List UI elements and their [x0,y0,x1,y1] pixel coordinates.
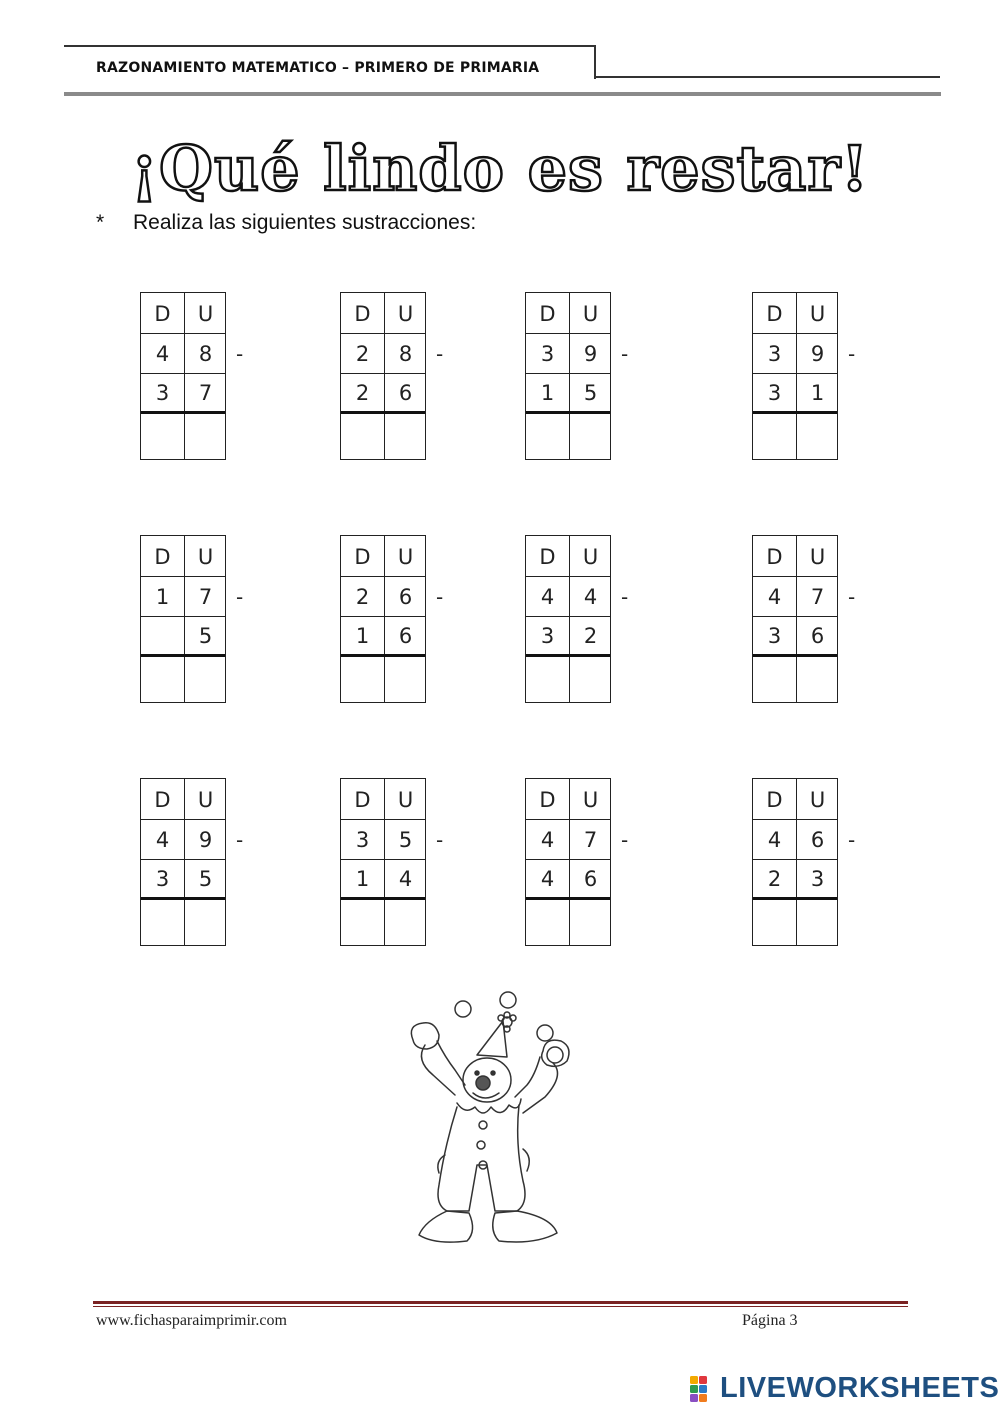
minus-sign: - [848,342,856,366]
minuend-units: 6 [810,828,825,852]
minuend-tens: 4 [540,585,555,609]
minuend-units: 6 [398,585,413,609]
header-units: U [397,788,414,812]
header-units: U [809,302,826,326]
minus-sign: - [848,828,856,852]
place-value-table [525,292,611,460]
subtrahend-tens: 2 [355,381,370,405]
minuend-tens: 4 [767,828,782,852]
subtrahend-tens [141,616,184,656]
minuend-units: 7 [583,828,598,852]
minuend-units: 8 [398,342,413,366]
minus-sign: - [436,828,444,852]
place-value-table [340,292,426,460]
header-tens: D [154,545,171,569]
minus-sign: - [436,585,444,609]
minuend-tens: 2 [355,585,370,609]
answer-units-cell[interactable] [385,900,426,944]
header-tens: D [766,302,783,326]
header-tens: D [154,788,171,812]
minuend-tens: 4 [155,342,170,366]
answer-tens-cell[interactable] [754,657,795,701]
minus-sign: - [436,342,444,366]
header-tens: D [539,545,556,569]
subtrahend-tens: 2 [767,867,782,891]
answer-units-cell[interactable] [385,414,426,458]
header-units: U [809,545,826,569]
subtrahend-units: 1 [810,381,825,405]
subtrahend-units: 6 [398,624,413,648]
subtrahend-units: 7 [198,381,213,405]
header-tens: D [766,788,783,812]
answer-tens-cell[interactable] [527,900,568,944]
header-tens: D [354,302,371,326]
answer-units-cell[interactable] [797,657,838,701]
place-value-table [340,535,426,703]
minus-sign: - [236,585,244,609]
header-units: U [582,545,599,569]
place-value-table [752,535,838,703]
minus-sign: - [621,342,629,366]
answer-units-cell[interactable] [797,900,838,944]
instruction [96,211,476,235]
header-units: U [197,788,214,812]
page-title: ¡Qué lindo es restar! [130,132,870,205]
answer-units-cell[interactable] [185,900,226,944]
juggling-ball-icon [537,1025,553,1041]
clown-illustration [395,985,585,1250]
subtrahend-tens: 1 [355,867,370,891]
subtrahend-units: 6 [583,867,598,891]
subtrahend-units: 5 [583,381,598,405]
answer-tens-cell[interactable] [754,900,795,944]
liveworksheets-logo[interactable] [690,1372,999,1405]
subtrahend-tens: 3 [155,381,170,405]
subtrahend-tens: 3 [767,381,782,405]
minuend-tens: 3 [355,828,370,852]
minuend-units: 4 [583,585,598,609]
header-tens: D [766,545,783,569]
instruction-bullet: * [96,211,105,234]
footer-url[interactable]: www.fichasparaimprimir.com [96,1312,287,1329]
place-value-table [140,535,226,703]
answer-units-cell[interactable] [385,657,426,701]
minuend-tens: 4 [155,828,170,852]
place-value-table [525,535,611,703]
liveworksheets-icon [690,1376,716,1402]
place-value-table [525,778,611,946]
header-tens: D [539,302,556,326]
subtrahend-tens: 4 [540,867,555,891]
header-units: U [197,302,214,326]
place-value-table [340,778,426,946]
header-tens: D [539,788,556,812]
minus-sign: - [236,342,244,366]
header-rule [64,92,941,96]
subtrahend-units: 2 [583,624,598,648]
minuend-units: 7 [810,585,825,609]
subtrahend-units: 5 [198,624,213,648]
minuend-tens: 3 [540,342,555,366]
place-value-table [752,292,838,460]
footer-rule-thin [93,1306,908,1307]
minuend-units: 8 [198,342,213,366]
minus-sign: - [621,828,629,852]
answer-tens-cell[interactable] [142,900,183,944]
minuend-tens: 4 [540,828,555,852]
answer-tens-cell[interactable] [342,900,383,944]
minuend-units: 9 [583,342,598,366]
answer-tens-cell[interactable] [342,414,383,458]
answer-tens-cell[interactable] [142,414,183,458]
answer-units-cell[interactable] [570,657,611,701]
subtrahend-tens: 3 [155,867,170,891]
header-units: U [397,302,414,326]
minuend-tens: 1 [155,585,170,609]
minuend-units: 9 [198,828,213,852]
answer-units-cell[interactable] [797,414,838,458]
minuend-tens: 2 [355,342,370,366]
minus-sign: - [621,585,629,609]
minuend-tens: 4 [767,585,782,609]
subtrahend-units: 6 [810,624,825,648]
place-value-table [752,778,838,946]
subtrahend-units: 5 [198,867,213,891]
subtrahend-units: 4 [398,867,413,891]
subtrahend-tens: 1 [355,624,370,648]
footer-rule [93,1301,908,1304]
header-title: RAZONAMIENTO MATEMATICO – PRIMERO DE PRIMARIA [96,60,540,76]
answer-tens-cell[interactable] [754,414,795,458]
answer-units-cell[interactable] [570,414,611,458]
answer-tens-cell[interactable] [142,657,183,701]
header-units: U [582,302,599,326]
subtrahend-units: 6 [398,381,413,405]
header-tens: D [354,788,371,812]
liveworksheets-text: LIVEWORKSHEETS [720,1372,1000,1404]
minuend-tens: 3 [767,342,782,366]
minus-sign: - [848,585,856,609]
header-underline [594,76,940,78]
juggling-ball-icon [547,1047,563,1063]
header-units: U [582,788,599,812]
header-tens: D [354,545,371,569]
minuend-units: 9 [810,342,825,366]
answer-tens-cell[interactable] [342,657,383,701]
place-value-table [140,292,226,460]
minus-sign: - [236,828,244,852]
place-value-table [140,778,226,946]
header-units: U [197,545,214,569]
subtrahend-tens: 1 [540,381,555,405]
answer-tens-cell[interactable] [527,657,568,701]
answer-tens-cell[interactable] [527,414,568,458]
juggling-ball-icon [500,992,516,1008]
instruction-text: Realiza las siguientes sustracciones: [133,211,477,234]
header-tens: D [154,302,171,326]
answer-units-cell[interactable] [185,414,226,458]
subtrahend-tens: 3 [540,624,555,648]
header-units: U [397,545,414,569]
page-number: Página 3 [742,1312,798,1329]
juggling-ball-icon [455,1001,471,1017]
minuend-units: 7 [198,585,213,609]
minuend-units: 5 [398,828,413,852]
answer-units-cell[interactable] [570,900,611,944]
header-units: U [809,788,826,812]
subtrahend-units: 3 [810,867,825,891]
answer-units-cell[interactable] [185,657,226,701]
subtrahend-tens: 3 [767,624,782,648]
